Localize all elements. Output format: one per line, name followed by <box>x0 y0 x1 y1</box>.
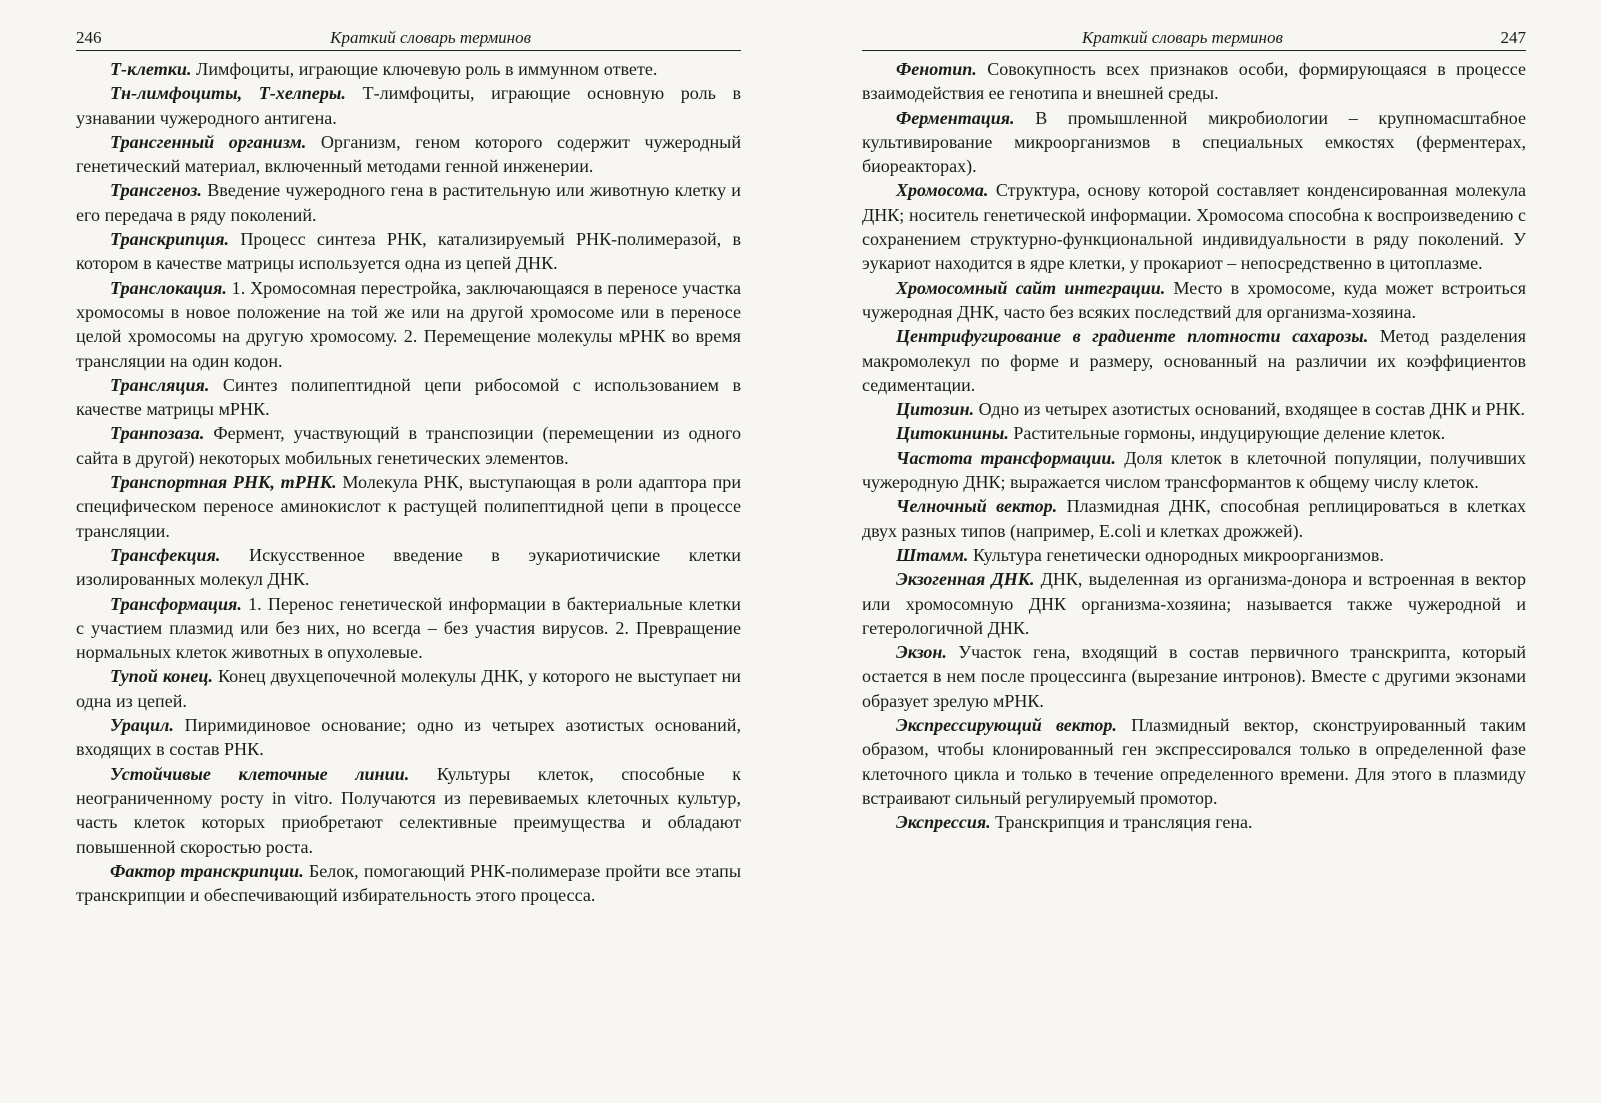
entry-definition: Культура генетически однородных микроорганизмов. <box>968 544 1384 565</box>
glossary-entries <box>862 57 1526 835</box>
entry-term: Устойчивые клеточные линии. <box>110 763 410 784</box>
entry-term: Частота трансформации. <box>896 447 1116 468</box>
entry-term: Экзогенная ДНК. <box>896 569 1035 590</box>
glossary-entries <box>76 57 741 907</box>
entry-definition: Доля клеток в клеточной популяции, получивших чужеродную ДНК; выражается числом трансформантов к общему числу клеток. <box>862 447 1527 493</box>
entry-term: Транслокация. <box>110 277 227 298</box>
glossary-entry <box>862 640 1526 713</box>
entry-definition: Структура, основу которой составляет конденсированная молекула ДНК; носитель генетической информации. Хромосома способна к воспроизведению с сохранением структурно-функциональной индивидуальности в ряду поколений. У эукариот находится в ядре клетки, у прокариот – непосредственно в цитоплазме. <box>862 180 1526 274</box>
glossary-entry <box>862 57 1526 106</box>
entry-definition: Т-лимфоциты, играющие основную роль в узнавании чужеродного антигена. <box>76 83 741 128</box>
entry-definition: Метод разделения макромолекул по форме и размеру, основанный на различии их коэффициентов седиментации. <box>862 326 1526 395</box>
entry-term: Т-клетки. <box>110 59 192 79</box>
glossary-entry <box>862 324 1526 397</box>
entry-term: Фактор транскрипции. <box>110 860 304 881</box>
entry-definition: Процесс синтеза РНК, катализируемый РНК-полимеразой, в котором в качестве матрицы используется одна из цепей ДНК. <box>76 229 741 274</box>
glossary-entry <box>76 592 741 665</box>
glossary-entry <box>76 178 741 227</box>
entry-definition: Место в хромосоме, куда может встроиться чужеродная ДНК, часто без всяких последствий для организма-хозяина. <box>862 277 1526 322</box>
entry-definition: В промышленной микробиологии – крупномасштабное культивирование микроорганизмов в специальных емкостях (ферментерах, биореакторах). <box>862 107 1526 177</box>
left-page <box>76 28 741 907</box>
entry-definition: Искусственное введение в эукариотичиские клетки изолированных молекул ДНК. <box>76 544 741 590</box>
glossary-entry <box>76 57 741 81</box>
entry-definition: Введение чужеродного гена в растительную или животную клетку и его передача в ряду поколений. <box>76 180 741 225</box>
glossary-entry <box>76 762 741 859</box>
glossary-entry <box>862 494 1526 543</box>
entry-definition: Совокупность всех признаков особи, формирующаяся в процессе взаимодействия ее генотипа и внешней среды. <box>862 59 1526 104</box>
glossary-entry <box>76 421 741 470</box>
entry-definition: Конец двухцепочечной молекулы ДНК, у которого не выступает ни одна из цепей. <box>76 666 741 711</box>
entry-definition: 1. Хромосомная перестройка, заключающаяся в переносе участка хромосомы в новое положение на той же или на другой хромосоме или в переносе целой хромосомы на другую хромосому. 2. Перемещение молекулы мРНК во время трансляции на один кодон. <box>76 277 741 371</box>
glossary-entry <box>862 810 1526 834</box>
entry-definition: Растительные гормоны, индуцирующие деление клеток. <box>1008 423 1446 444</box>
entry-term: Фенотип. <box>896 59 977 79</box>
glossary-entry <box>76 227 741 276</box>
entry-definition: Пиримидиновое основание; одно из четырех азотистых оснований, входящих в состав РНК. <box>76 715 741 760</box>
entry-term: Экспрессия. <box>896 812 991 833</box>
glossary-entry <box>76 664 741 713</box>
entry-definition: Одно из четырех азотистых оснований, входящее в состав ДНК и РНК. <box>974 399 1526 420</box>
glossary-entry <box>862 106 1526 179</box>
glossary-entry <box>862 397 1526 421</box>
page-number: 247 <box>1500 28 1526 47</box>
entry-term: Штамм. <box>896 544 969 565</box>
entry-definition: 1. Перенос генетической информации в бактериальные клетки с участием плазмид или без них, но всегда – без участия вирусов. 2. Превращение нормальных клеток животных в опухолевые. <box>76 593 741 663</box>
entry-definition: Фермент, участвующий в транспозиции (перемещении из одного сайта в другой) некоторых мобильных генетических элементов. <box>76 423 741 468</box>
glossary-entry <box>76 713 741 762</box>
entry-term: Хромосома. <box>896 180 989 201</box>
entry-term: Тн-лимфоциты, Т-хелперы. <box>110 83 346 104</box>
entry-term: Трансляция. <box>110 374 210 395</box>
glossary-entry <box>76 373 741 422</box>
entry-term: Цитозин. <box>896 399 975 420</box>
glossary-entry <box>862 543 1526 567</box>
glossary-entry <box>76 470 741 543</box>
right-page <box>862 28 1526 835</box>
glossary-entry <box>862 178 1526 275</box>
left-page-header <box>76 28 741 51</box>
entry-term: Тупой конец. <box>110 666 214 687</box>
glossary-entry <box>862 421 1526 445</box>
entry-term: Ферментация. <box>896 107 1015 128</box>
entry-definition: Транскрипция и трансляция гена. <box>990 812 1253 833</box>
entry-term: Экспрессирующий вектор. <box>896 715 1117 736</box>
entry-term: Экзон. <box>896 642 947 663</box>
entry-definition: Синтез полипептидной цепи рибосомой с использованием в качестве матрицы мРНК. <box>76 374 741 420</box>
entry-definition: ДНК, выделенная из организма-донора и встроенная в вектор или хромосомную ДНК организма-хозяина; называется также чужеродной и гетерологичной ДНК. <box>862 569 1526 638</box>
running-head: Краткий словарь терминов <box>1082 28 1283 47</box>
glossary-entry <box>76 276 741 373</box>
entry-definition: Лимфоциты, играющие ключевую роль в иммунном ответе. <box>191 59 658 79</box>
entry-term: Трансгеноз. <box>110 180 202 201</box>
right-page-header <box>862 28 1526 51</box>
entry-term: Трансфекция. <box>110 544 221 565</box>
entry-definition: Участок гена, входящий в состав первичного транскрипта, который остается в нем после процессинга (вырезание интронов). Вместе с другими экзонами образует зрелую мРНК. <box>862 642 1526 711</box>
entry-definition: Культуры клеток, способные к неограниченному росту in vitro. Получаются из перевиваемых клеточных культур, часть клеток которых приобретают селективные преимущества и обладают повышенной скоростью роста. <box>76 763 741 857</box>
glossary-entry <box>862 276 1526 325</box>
entry-definition: Белок, помогающий РНК-полимеразе пройти все этапы транскрипции и обеспечивающий избирательность этого процесса. <box>76 860 741 906</box>
entry-term: Челночный вектор. <box>896 496 1058 517</box>
entry-term: Трансформация. <box>110 593 242 614</box>
entry-term: Транскрипция. <box>110 229 230 250</box>
glossary-entry <box>76 130 741 179</box>
running-head: Краткий словарь терминов <box>330 28 531 47</box>
glossary-entry <box>862 713 1526 810</box>
entry-term: Цитокинины. <box>896 423 1009 444</box>
glossary-entry <box>76 543 741 592</box>
entry-definition: Плазмидная ДНК, способная реплицироваться в клетках двух разных типов (например, E.coli и клетках дрожжей). <box>862 496 1526 541</box>
entry-definition: Молекула РНК, выступающая в роли адаптора при специфическом переносе аминокислот к растущей полипептидной цепи в процессе трансляции. <box>76 472 742 541</box>
entry-term: Хромосомный сайт интеграции. <box>896 277 1166 298</box>
entry-term: Транспортная РНК, тРНК. <box>110 472 337 493</box>
glossary-entry <box>76 859 741 908</box>
entry-definition: Плазмидный вектор, сконструированный таким образом, чтобы клонированный ген экспрессировался только в определенной фазе клеточного цикла и только в течение определенного времени. Для этого в плазмиду встраивают сильный регулируемый промотор. <box>862 715 1526 808</box>
page-number: 246 <box>76 28 102 47</box>
entry-term: Транпозаза. <box>110 423 205 444</box>
entry-term: Урацил. <box>110 715 174 736</box>
glossary-entry <box>76 81 741 130</box>
glossary-entry <box>862 567 1526 640</box>
entry-term: Центрифугирование в градиенте плотности сахарозы. <box>896 326 1369 347</box>
glossary-entry <box>862 446 1526 495</box>
entry-definition: Организм, геном которого содержит чужеродный генетический материал, включенный методами генной инженерии. <box>76 131 742 177</box>
entry-term: Трансгенный организм. <box>110 131 307 152</box>
